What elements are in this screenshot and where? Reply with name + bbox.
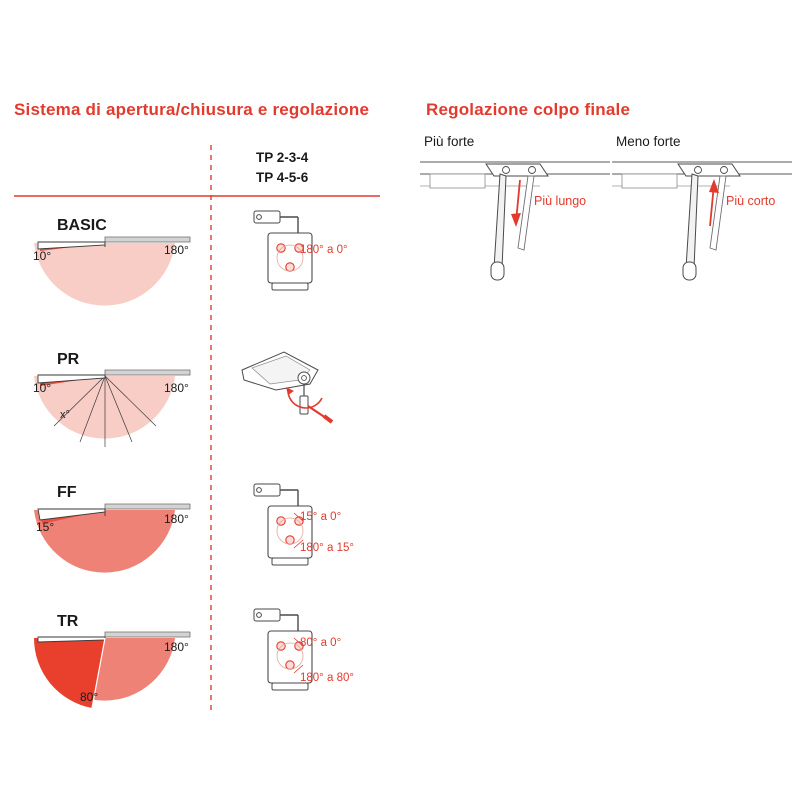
pr-end-angle: 180° <box>164 381 189 395</box>
basic-note-0: 180° a 0° <box>300 244 348 256</box>
ff-end-angle: 180° <box>164 512 189 526</box>
column-header-tp-234: TP 2-3-4 <box>256 150 309 165</box>
tr-closer-illustration <box>250 605 360 705</box>
basic-end-angle: 180° <box>164 243 189 257</box>
row-label-tr: TR <box>57 613 79 630</box>
basic-start-angle: 10° <box>33 249 52 263</box>
tr-end-angle: 180° <box>164 640 189 654</box>
tr-angle-diagram <box>20 620 210 715</box>
column-header-tp-456: TP 4-5-6 <box>256 170 309 185</box>
final-snap-stronger-illustration <box>420 150 620 300</box>
right-panel-heading: Regolazione colpo finale <box>426 100 631 119</box>
ff-start-angle: 15° <box>36 520 55 534</box>
basic-angle-diagram <box>20 225 210 315</box>
pr-angle-diagram <box>20 358 210 448</box>
left-panel-heading: Sistema di apertura/chiusura e regolazione <box>14 100 370 119</box>
ff-angle-diagram <box>20 492 210 582</box>
row-label-basic: BASIC <box>57 217 107 234</box>
row-label-pr: PR <box>57 351 80 368</box>
final-snap-weaker-annotation: Più corto <box>726 194 776 208</box>
right-item-0-title: Più forte <box>424 134 475 149</box>
pr-extra-angle: x° <box>60 409 70 421</box>
ff-closer-illustration <box>250 480 360 580</box>
ff-note-1: 180° a 15° <box>300 542 354 554</box>
final-snap-weaker-illustration <box>612 150 800 300</box>
final-snap-stronger-annotation: Più lungo <box>534 194 587 208</box>
pr-closer-illustration <box>240 340 360 430</box>
tr-note-1: 180° a 80° <box>300 672 354 684</box>
ff-note-0: 15° a 0° <box>300 511 342 523</box>
row-label-ff: FF <box>57 484 77 501</box>
tr-note-0: 80° a 0° <box>300 637 342 649</box>
right-item-1-title: Meno forte <box>616 134 681 149</box>
pr-start-angle: 10° <box>33 381 52 395</box>
tr-start-angle: 80° <box>80 690 99 704</box>
